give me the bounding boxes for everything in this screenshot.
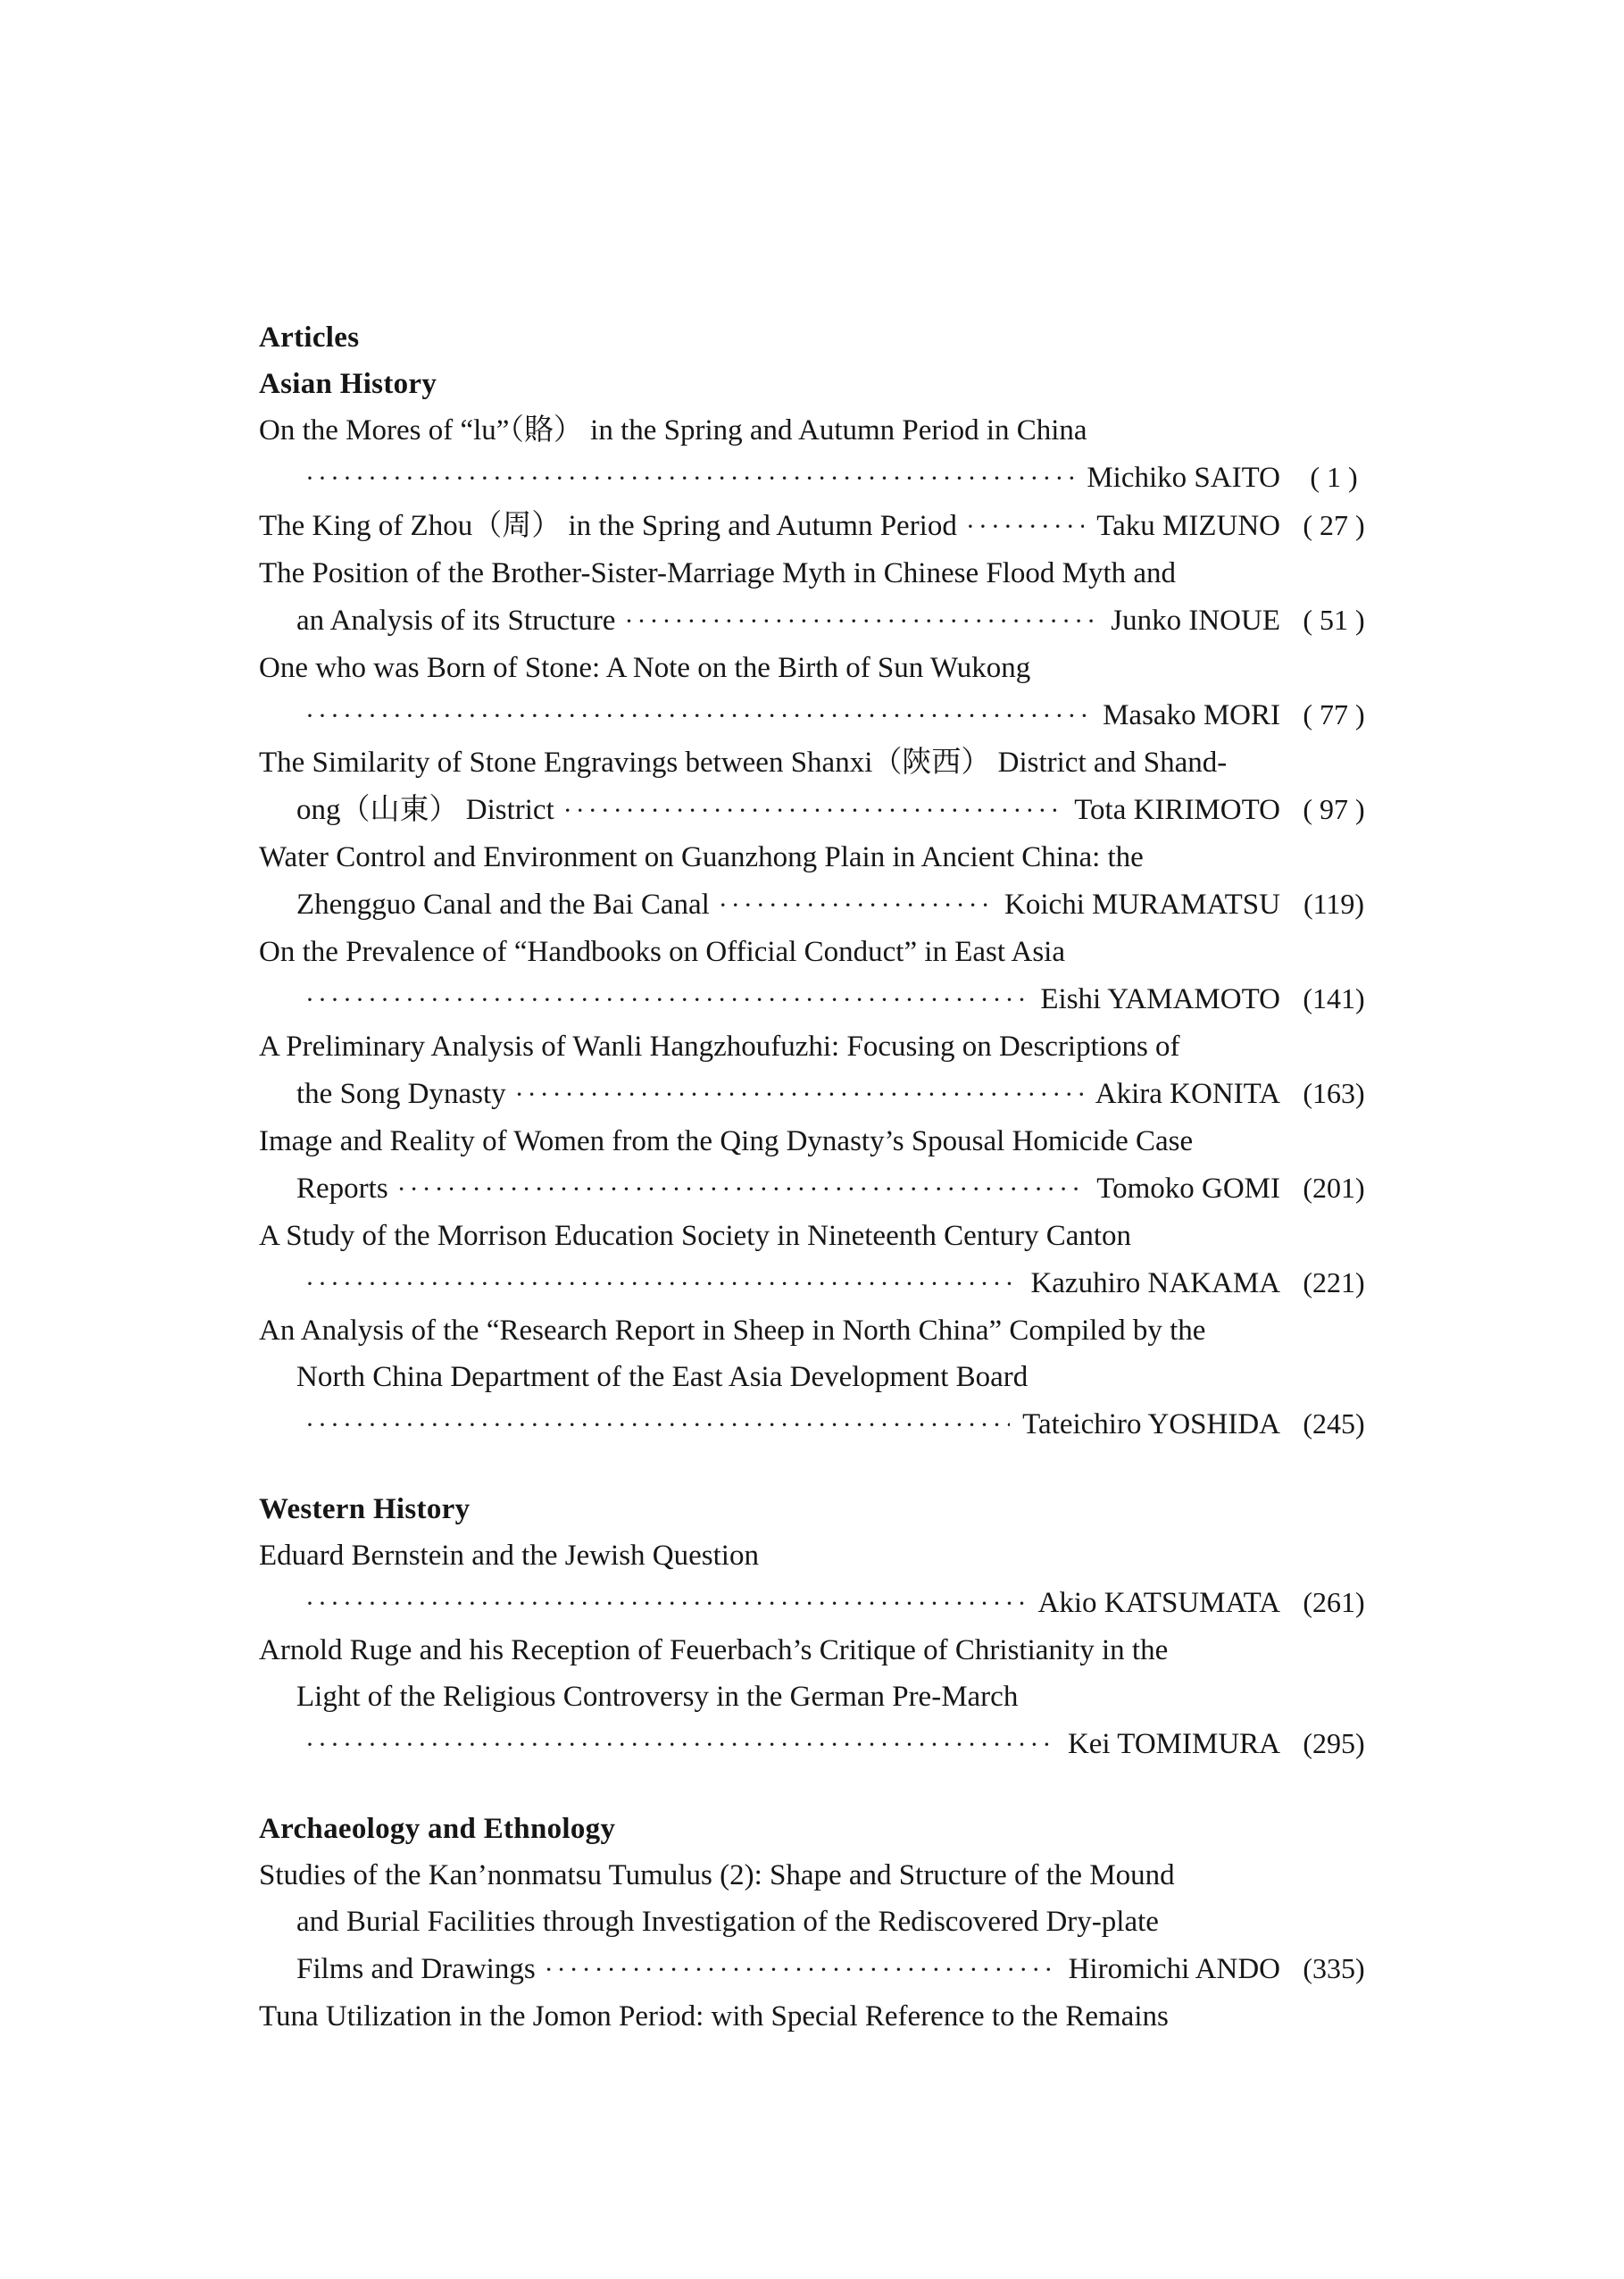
leader-dots bbox=[305, 976, 1028, 1023]
toc-entry-title: Eduard Bernstein and the Jewish Question bbox=[259, 1540, 759, 1572]
toc-entry-line bbox=[259, 1720, 1375, 1768]
toc-entry-line bbox=[259, 975, 1375, 1023]
toc-entry-page-number: ( 1 ) bbox=[1310, 461, 1358, 493]
toc-entry-line bbox=[259, 1993, 1375, 2040]
toc-entry-page-number: (201) bbox=[1303, 1172, 1365, 1204]
toc-entry-line bbox=[259, 1674, 1375, 1720]
toc-entry-title: and Burial Facilities through Investigation of the Rediscovered Dry-plate bbox=[296, 1906, 1159, 1938]
toc-entry-line bbox=[259, 1118, 1375, 1165]
toc-entry-title: Light of the Religious Controversy in the German Pre-March bbox=[296, 1681, 1019, 1713]
toc-entry-author: Tomoko GOMI bbox=[1096, 1173, 1280, 1205]
toc-entry-title: The Position of the Brother-Sister-Marriage Myth in Chinese Flood Myth and bbox=[259, 557, 1177, 589]
toc-entry-line bbox=[259, 1070, 1375, 1118]
toc-rows bbox=[259, 314, 1375, 2040]
toc-entry-line bbox=[259, 1354, 1375, 1400]
toc-entry-author: Junko INOUE bbox=[1111, 605, 1280, 637]
toc-entry-title: The Similarity of Stone Engravings between Shanxi（陝西） District and Shand- bbox=[259, 747, 1228, 779]
toc-entry-line bbox=[259, 407, 1375, 454]
toc-entry-line bbox=[259, 739, 1375, 786]
toc-entry-title: Zhengguo Canal and the Bai Canal bbox=[296, 889, 710, 921]
toc-entry-author: Koichi MURAMATSU bbox=[1004, 889, 1280, 921]
toc-entry-page-number: (221) bbox=[1303, 1266, 1365, 1298]
toc-entry-title: the Song Dynasty bbox=[296, 1078, 506, 1110]
toc-entry-page-number: (245) bbox=[1303, 1407, 1365, 1440]
toc-entry-line bbox=[259, 1627, 1375, 1674]
leader-dots bbox=[305, 1401, 1010, 1448]
toc-entry-page-number: ( 77 ) bbox=[1303, 698, 1365, 730]
toc-entry-title: On the Mores of “lu”（賂） in the Spring and Autumn Period in China bbox=[259, 414, 1087, 447]
toc-entry-line bbox=[259, 1259, 1375, 1307]
toc-entry-title: Arnold Ruge and his Reception of Feuerbach’s Critique of Christianity in the bbox=[259, 1634, 1169, 1666]
toc-entry-line bbox=[259, 502, 1375, 550]
toc-entry-line bbox=[259, 1899, 1375, 1945]
leader-dots bbox=[305, 1721, 1055, 1768]
toc-entry-line bbox=[259, 1579, 1375, 1627]
toc-entry-author: Tateichiro YOSHIDA bbox=[1022, 1408, 1280, 1440]
toc-entry-page-number: ( 27 ) bbox=[1303, 509, 1365, 541]
toc-entry-title: Films and Drawings bbox=[296, 1953, 536, 1985]
leader-dots bbox=[719, 881, 992, 929]
toc-entry-line bbox=[259, 1023, 1375, 1070]
leader-dots bbox=[397, 1165, 1085, 1213]
toc-entry-title: An Analysis of the “Research Report in Sheep in North China” Compiled by the bbox=[259, 1315, 1206, 1347]
toc-entry-author: Akira KONITA bbox=[1095, 1078, 1280, 1110]
toc-entry-title: Asian History bbox=[259, 368, 437, 400]
toc-entry-title: Image and Reality of Women from the Qing Dynasty’s Spousal Homicide Case bbox=[259, 1125, 1194, 1157]
leader-dots bbox=[305, 1580, 1026, 1627]
toc-entry-line bbox=[259, 929, 1375, 975]
toc-entry-title: A Study of the Morrison Education Society in Nineteenth Century Canton bbox=[259, 1220, 1132, 1252]
leader-dots bbox=[305, 1260, 1018, 1307]
toc-entry-title: North China Department of the East Asia Development Board bbox=[296, 1361, 1029, 1393]
toc-entry-page-number: (163) bbox=[1303, 1077, 1365, 1109]
toc-entry-title: Studies of the Kan’nonmatsu Tumulus (2): Shape and Structure of the Mound bbox=[259, 1859, 1175, 1891]
leader-dots bbox=[966, 503, 1084, 550]
toc-entry-line bbox=[259, 597, 1375, 645]
toc-section-heading bbox=[259, 314, 1375, 361]
toc-entry-author: Hiromichi ANDO bbox=[1068, 1953, 1280, 1985]
toc-entry-page-number: (261) bbox=[1303, 1586, 1365, 1618]
toc-entry-author: Masako MORI bbox=[1103, 699, 1280, 731]
toc-entry-line bbox=[259, 1165, 1375, 1213]
toc-entry-page-number: (141) bbox=[1303, 982, 1365, 1014]
leader-dots bbox=[563, 787, 1062, 834]
toc-entry-title: Water Control and Environment on Guanzhong Plain in Ancient China: the bbox=[259, 841, 1144, 873]
leader-dots bbox=[305, 692, 1090, 739]
toc-entry-title: Articles bbox=[259, 321, 360, 354]
toc-entry-title: Archaeology and Ethnology bbox=[259, 1813, 616, 1845]
toc-entry-line bbox=[259, 834, 1375, 881]
toc-entry-title: The King of Zhou（周） in the Spring and Autumn Period bbox=[259, 510, 957, 542]
toc-entry-title: an Analysis of its Structure bbox=[296, 605, 616, 637]
toc-entry-title: ong（山東） District bbox=[296, 794, 554, 826]
toc-entry-title: Tuna Utilization in the Jomon Period: with Special Reference to the Remains bbox=[259, 2000, 1169, 2033]
toc-entry-author: Akio KATSUMATA bbox=[1037, 1587, 1280, 1619]
toc-entry-title: On the Prevalence of “Handbooks on Official Conduct” in East Asia bbox=[259, 936, 1065, 968]
toc-entry-page-number: ( 51 ) bbox=[1303, 604, 1365, 636]
toc-entry-line bbox=[259, 550, 1375, 597]
toc-entry-title: Western History bbox=[259, 1493, 471, 1525]
toc-section-heading bbox=[259, 1486, 1375, 1532]
toc-entry-line bbox=[259, 691, 1375, 739]
toc-entry-title: One who was Born of Stone: A Note on the Birth of Sun Wukong bbox=[259, 652, 1031, 684]
toc-entry-author: Kei TOMIMURA bbox=[1067, 1728, 1280, 1760]
toc-section-heading bbox=[259, 1806, 1375, 1852]
toc-entry-line bbox=[259, 1852, 1375, 1899]
leader-dots bbox=[624, 597, 1098, 645]
leader-dots bbox=[545, 1946, 1056, 1993]
toc-entry-author: Taku MIZUNO bbox=[1096, 510, 1280, 542]
leader-dots bbox=[305, 455, 1074, 502]
toc-entry-page-number: ( 97 ) bbox=[1303, 793, 1365, 825]
toc-entry-page-number: (119) bbox=[1303, 888, 1365, 920]
toc-entry-author: Michiko SAITO bbox=[1087, 462, 1280, 494]
toc-entry-line bbox=[259, 1945, 1375, 1993]
toc-entry-line bbox=[259, 1307, 1375, 1354]
toc-entry-page-number: (295) bbox=[1303, 1727, 1365, 1759]
toc-entry-line bbox=[259, 645, 1375, 691]
toc-entry-line bbox=[259, 454, 1375, 502]
toc-entry-title: A Preliminary Analysis of Wanli Hangzhoufuzhi: Focusing on Descriptions of bbox=[259, 1031, 1180, 1063]
toc-entry-author: Eishi YAMAMOTO bbox=[1040, 983, 1280, 1015]
toc-entry-line bbox=[259, 881, 1375, 929]
toc-entry-title: Reports bbox=[296, 1173, 388, 1205]
toc-entry-line bbox=[259, 786, 1375, 834]
toc-entry-author: Tota KIRIMOTO bbox=[1074, 794, 1280, 826]
toc-entry-line bbox=[259, 1532, 1375, 1579]
toc-entry-line bbox=[259, 1400, 1375, 1448]
toc-entry-line bbox=[259, 1213, 1375, 1259]
leader-dots bbox=[515, 1071, 1083, 1118]
toc-section-heading bbox=[259, 361, 1375, 407]
toc-entry-author: Kazuhiro NAKAMA bbox=[1030, 1267, 1280, 1299]
toc-entry-page-number: (335) bbox=[1303, 1952, 1365, 1984]
